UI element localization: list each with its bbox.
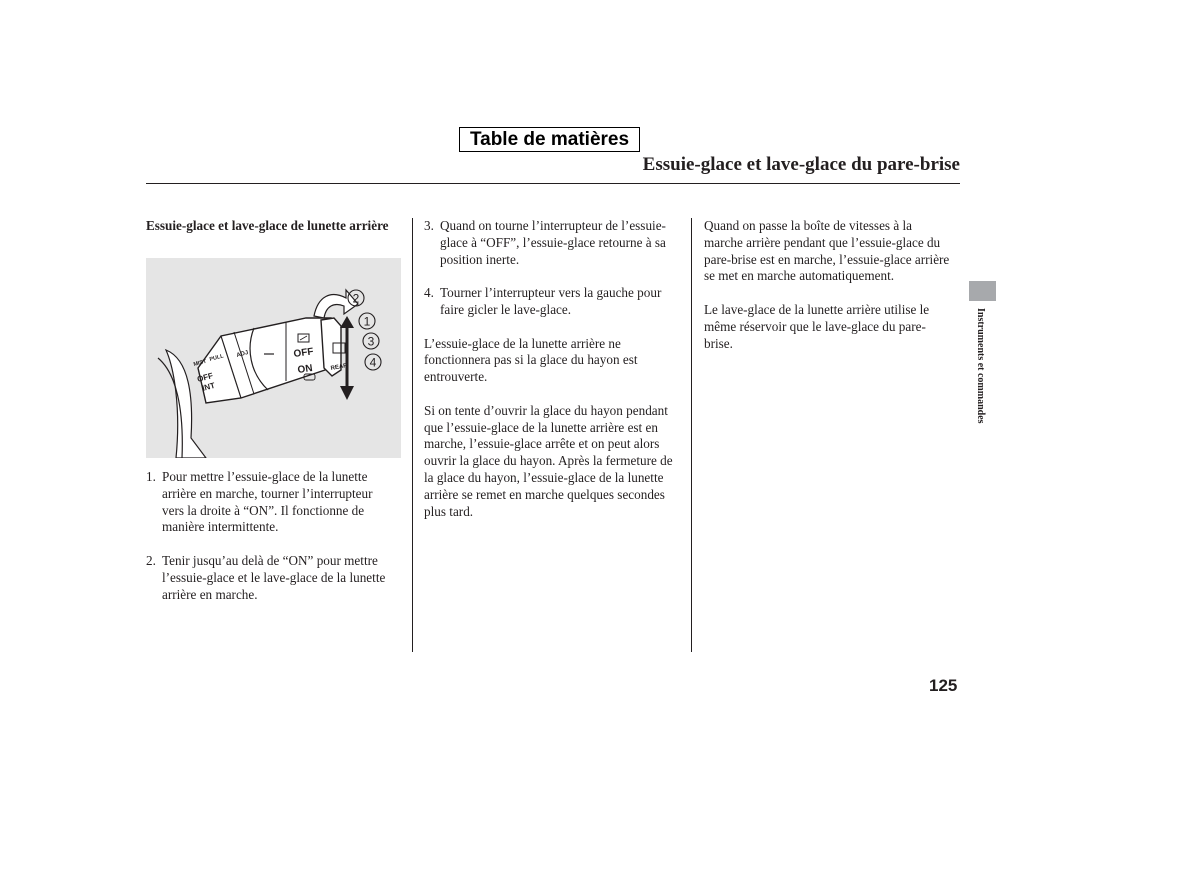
column-3 <box>704 218 954 369</box>
column-divider-1 <box>412 218 413 652</box>
page-number: 125 <box>929 676 958 695</box>
figure-label-rear: REAR <box>330 363 349 372</box>
page-title: Essuie-glace et lave-glace du pare-brise <box>642 154 960 175</box>
step-text: Tenir jusqu’au delà de “ON” pour mettre l’essuie-glace et le lave-glace de la lunette arrière en marche. <box>162 552 386 602</box>
wiper-switch-figure <box>146 258 401 458</box>
step-text: Quand on tourne l’interrupteur de l’essuie-glace à “OFF”, l’essuie-glace retourne à sa position inerte. <box>440 218 666 267</box>
step-item <box>146 553 396 603</box>
table-of-contents-button[interactable]: Table de matières <box>459 127 640 152</box>
figure-label-pull: PULL <box>208 353 225 363</box>
column-1 <box>146 218 396 241</box>
figure-callout-2: 2 <box>352 291 360 306</box>
body-paragraph: Si on tente d’ouvrir la glace du hayon pendant que l’essuie-glace de la lunette arrière est en marche, l’essuie-glace arrête et on peut alors ouvrir la glace du hayon. Après la fermeture de la glace du hayon, l’essuie-glace de la lunette arrière se remet en marche quelques secondes plus tard. <box>424 402 673 519</box>
step-text: Pour mettre l’essuie-glace de la lunette arrière en marche, tourner l’interrupteur vers la droite à “ON”. Il fonctionne de manière intermittente. <box>162 469 373 535</box>
section-subheading: Essuie-glace et lave-glace de lunette arrière <box>146 218 389 233</box>
body-paragraph: Le lave-glace de la lunette arrière utilise le même réservoir que le lave-glace du pare-brise. <box>704 301 930 351</box>
figure-label-mist: MIST <box>192 358 208 368</box>
figure-label-on: ON <box>296 362 314 376</box>
step-item <box>424 285 684 319</box>
step-number: 1. <box>146 469 156 484</box>
section-tab-marker <box>969 281 996 301</box>
column-1-steps <box>146 469 396 620</box>
step-item <box>146 469 396 536</box>
figure-callout-3: 3 <box>367 334 375 349</box>
figure-label-off-front: OFF <box>196 371 214 384</box>
figure-callout-1: 1 <box>363 314 371 329</box>
figure-label-adj: ADJ <box>235 350 250 359</box>
body-paragraph: Quand on passe la boîte de vitesses à la marche arrière pendant que l’essuie-glace du pare-brise est en marche, l’essuie-glace arrière se met en marche automatiquement. <box>704 218 950 284</box>
column-divider-2 <box>691 218 692 652</box>
step-text: Tourner l’interrupteur vers la gauche pour faire gicler le lave-glace. <box>440 285 662 317</box>
column-2 <box>424 218 684 537</box>
step-number: 4. <box>424 285 434 301</box>
step-number: 2. <box>146 552 156 568</box>
body-paragraph: L’essuie-glace de la lunette arrière ne fonctionnera pas si la glace du hayon est entrouverte. <box>424 335 638 385</box>
figure-callout-4: 4 <box>369 355 377 370</box>
section-side-label: Instruments et commandes <box>975 308 986 424</box>
figure-label-off: OFF <box>292 346 315 360</box>
step-number: 3. <box>424 218 434 233</box>
figure-label-int: INT <box>201 380 216 393</box>
wiper-lever-illustration <box>146 258 401 458</box>
step-item <box>424 218 684 268</box>
title-rule <box>146 183 960 184</box>
